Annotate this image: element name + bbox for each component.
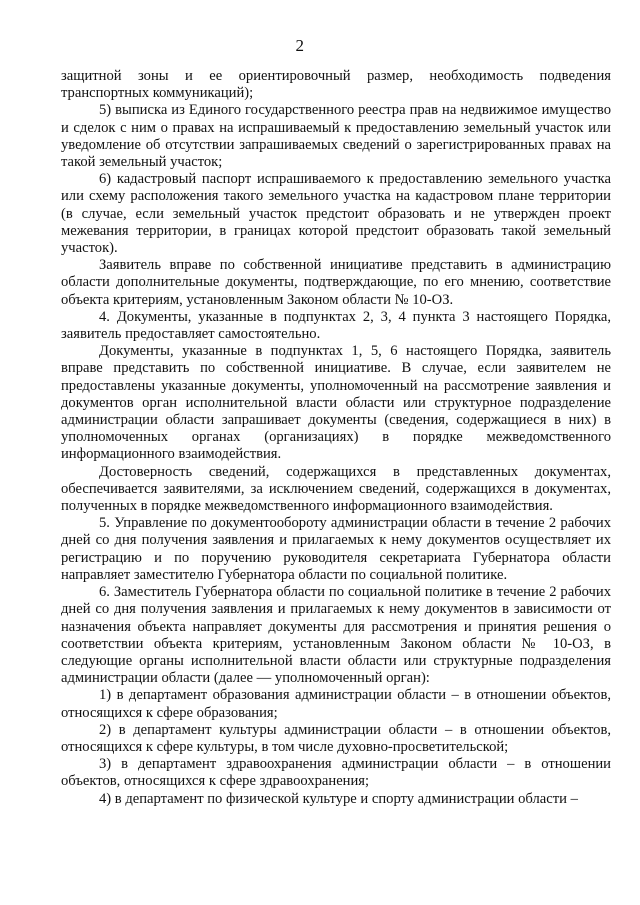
page-number: 2 <box>295 36 305 55</box>
paragraph: 6) кадастровый паспорт испрашиваемого к предоставлению земельного участка или схему расположения такого земельного участка на кадастровом плане территории (в случае, если земельный участок предстоит образовать и не утвержден проект межевания территории, в границах которой предстоит образовать такой земельный участок). <box>61 171 611 257</box>
document-body <box>61 68 611 808</box>
paragraph: 4. Документы, указанные в подпунктах 2, 3, 4 пункта 3 настоящего Порядка, заявитель предоставляет самостоятельно. <box>61 308 611 343</box>
list-item: 4) в департамент по физической культуре и спорту администрации области – <box>99 790 578 807</box>
paragraph: Достоверность сведений, содержащихся в представленных документах, обеспечивается заявителями, за исключением сведений, содержащихся в документах, полученных в порядке межведомственного информационного взаимодействия. <box>61 463 611 515</box>
paragraph: защитной зоны и ее ориентировочный размер, необходимость подведения транспортных коммуникаций); <box>61 68 611 102</box>
list-item: 2) в департамент культуры администрации области – в отношении объектов, относящихся к сфере культуры, в том числе духовно-просветительской; <box>61 721 611 755</box>
list-item: 3) в департамент здравоохранения администрации области – в отношении объектов, относящихся к сфере здравоохранения; <box>61 756 611 790</box>
paragraph: 5) выписка из Единого государственного реестра прав на недвижимое имущество и сделок с ним о правах на испрашиваемый к предоставлению земельный участок или уведомление об отсутствии запрашиваемых сведений о зарегистрированных правах на такой земельный участок; <box>61 102 611 171</box>
paragraph: 5. Управление по документообороту администрации области в течение 2 рабочих дней со дня получения заявления и прилагаемых к нему документов осуществляет их регистрацию и по поручению руководителя секретариата Губернатора области направляет заместителю Губернатора области по социальной политике. <box>61 515 611 583</box>
paragraph: Документы, указанные в подпунктах 1, 5, 6 настоящего Порядка, заявитель вправе представить по собственной инициативе. В случае, если заявителем не предоставлены указанные документы, уполномоченный на рассмотрение заявления и документов орган исполнительной власти области или структурное подразделение администрации области запрашивает документы (сведения, содержащиеся в них) в уполномоченных органах (организациях) в порядке межведомственного информационного взаимодействия. <box>61 343 611 463</box>
paragraph: 6. Заместитель Губернатора области по социальной политике в течение 2 рабочих дней со дня получения заявления и прилагаемых к нему документов в зависимости от назначения объекта направляет документы для рассмотрения и принятия решения о соответствии объекта критериям, установленным Законом области № 10-ОЗ, в следующие органы исполнительной власти области или структурные подразделения администрации области (далее — уполномоченный орган): <box>61 584 611 687</box>
paragraph: Заявитель вправе по собственной инициативе представить в администрацию области дополнительные документы, подтверждающие, по его мнению, соответствие объекта критериям, установленным Законом области № 10-ОЗ. <box>61 257 611 308</box>
list-item: 1) в департамент образования администрации области – в отношении объектов, относящихся к сфере образования; <box>61 687 611 721</box>
